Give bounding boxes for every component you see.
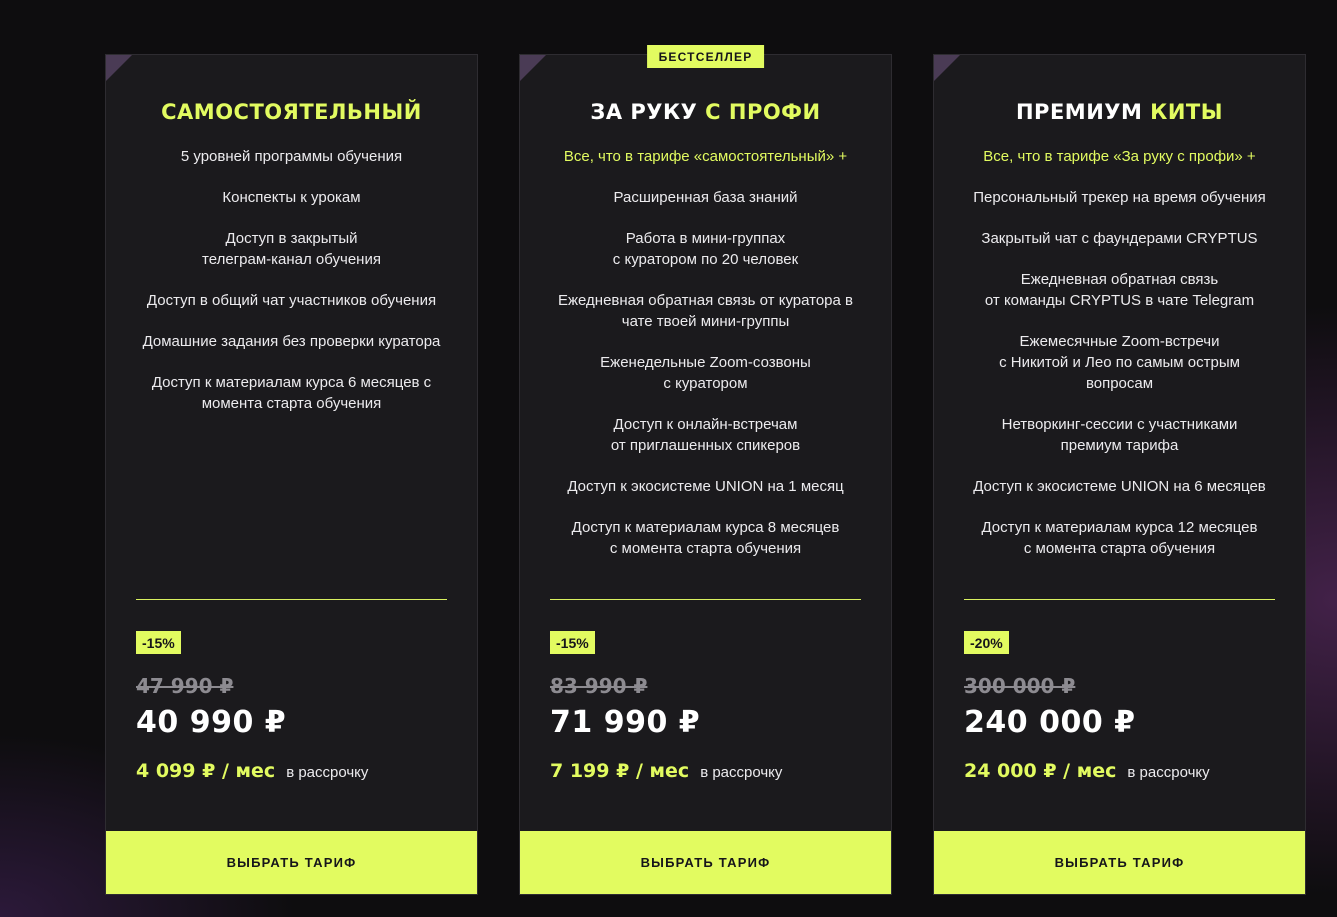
installment-label: в рассрочку	[286, 764, 369, 781]
monthly-price: 24 000 ₽ / мес	[964, 760, 1117, 782]
feature-item: Доступ к материалам курса 6 месяцев с момента старта обучения	[151, 374, 432, 412]
divider	[550, 599, 861, 600]
installment-label: в рассрочку	[1127, 764, 1210, 781]
select-plan-button[interactable]: ВЫБРАТЬ ТАРИФ	[934, 831, 1305, 894]
old-price: 47 990 ₽	[136, 674, 234, 698]
price: 40 990 ₽	[136, 705, 287, 740]
feature-intro: Все, что в тарифе «самостоятельный» +	[563, 148, 848, 165]
feature-item: Расширенная база знаний	[613, 189, 798, 206]
feature-item: Домашние задания без проверки куратора	[142, 333, 441, 350]
installment-row	[550, 760, 782, 782]
feature-item: Доступ к материалам курса 12 месяцев с момента старта обучения	[981, 519, 1258, 557]
installment-label: в рассрочку	[700, 764, 783, 781]
feature-item: Еженедельные Zoom-созвоны с куратором	[600, 354, 811, 392]
installment-row	[964, 760, 1210, 782]
feature-item: Доступ к экосистеме UNION на 1 месяц	[567, 478, 844, 495]
discount-badge: -20%	[964, 631, 1009, 654]
feature-item: Конспекты к урокам	[222, 189, 361, 206]
discount-badge: -15%	[550, 631, 595, 654]
plan-title: САМОСТОЯТЕЛЬНЫЙ	[161, 100, 422, 124]
feature-item: Ежедневная обратная связь от команды CRYPTUS в чате Telegram	[984, 271, 1255, 309]
divider	[964, 599, 1275, 600]
installment-row	[136, 760, 368, 782]
feature-item: Ежемесячные Zoom-встречи с Никитой и Лео по самым острым вопросам	[999, 333, 1240, 392]
divider	[136, 599, 447, 600]
old-price: 300 000 ₽	[964, 674, 1076, 698]
feature-list	[538, 146, 873, 579]
feature-item: Доступ к материалам курса 8 месяцев с момента старта обучения	[571, 519, 840, 557]
feature-item: Доступ к онлайн-встречам от приглашенных спикеров	[610, 416, 801, 454]
feature-item: Ежедневная обратная связь от куратора в чате твоей мини-группы	[557, 292, 853, 330]
monthly-price: 7 199 ₽ / мес	[550, 760, 690, 782]
feature-item: Нетворкинг-сессии с участниками премиум тарифа	[1001, 416, 1238, 454]
plan-card-self	[105, 54, 478, 895]
plan-card-pro	[519, 50, 892, 895]
feature-intro: Все, что в тарифе «За руку с профи» +	[983, 148, 1256, 165]
select-plan-button[interactable]: ВЫБРАТЬ ТАРИФ	[106, 831, 477, 894]
feature-list	[124, 146, 459, 434]
feature-item: 5 уровней программы обучения	[180, 148, 403, 165]
bestseller-badge: БЕСТСЕЛЛЕР	[647, 45, 765, 68]
plan-title: ЗА РУКУ С ПРОФИ	[590, 100, 821, 124]
feature-item: Персональный трекер на время обучения	[973, 189, 1266, 206]
discount-badge: -15%	[136, 631, 181, 654]
price: 71 990 ₽	[550, 705, 701, 740]
plan-title: ПРЕМИУМ КИТЫ	[1015, 100, 1223, 124]
feature-item: Работа в мини-группах с куратором по 20 человек	[612, 230, 799, 268]
select-plan-button[interactable]: ВЫБРАТЬ ТАРИФ	[520, 831, 891, 894]
plan-card-premium	[933, 54, 1306, 895]
feature-item: Доступ к экосистеме UNION на 6 месяцев	[973, 478, 1266, 495]
feature-item: Доступ в общий чат участников обучения	[146, 292, 437, 309]
feature-item: Закрытый чат с фаундерами CRYPTUS	[981, 230, 1258, 247]
old-price: 83 990 ₽	[550, 674, 648, 698]
feature-list	[952, 146, 1287, 579]
monthly-price: 4 099 ₽ / мес	[136, 760, 276, 782]
feature-item: Доступ в закрытый телеграм-канал обучения	[202, 230, 381, 268]
price: 240 000 ₽	[964, 705, 1136, 740]
